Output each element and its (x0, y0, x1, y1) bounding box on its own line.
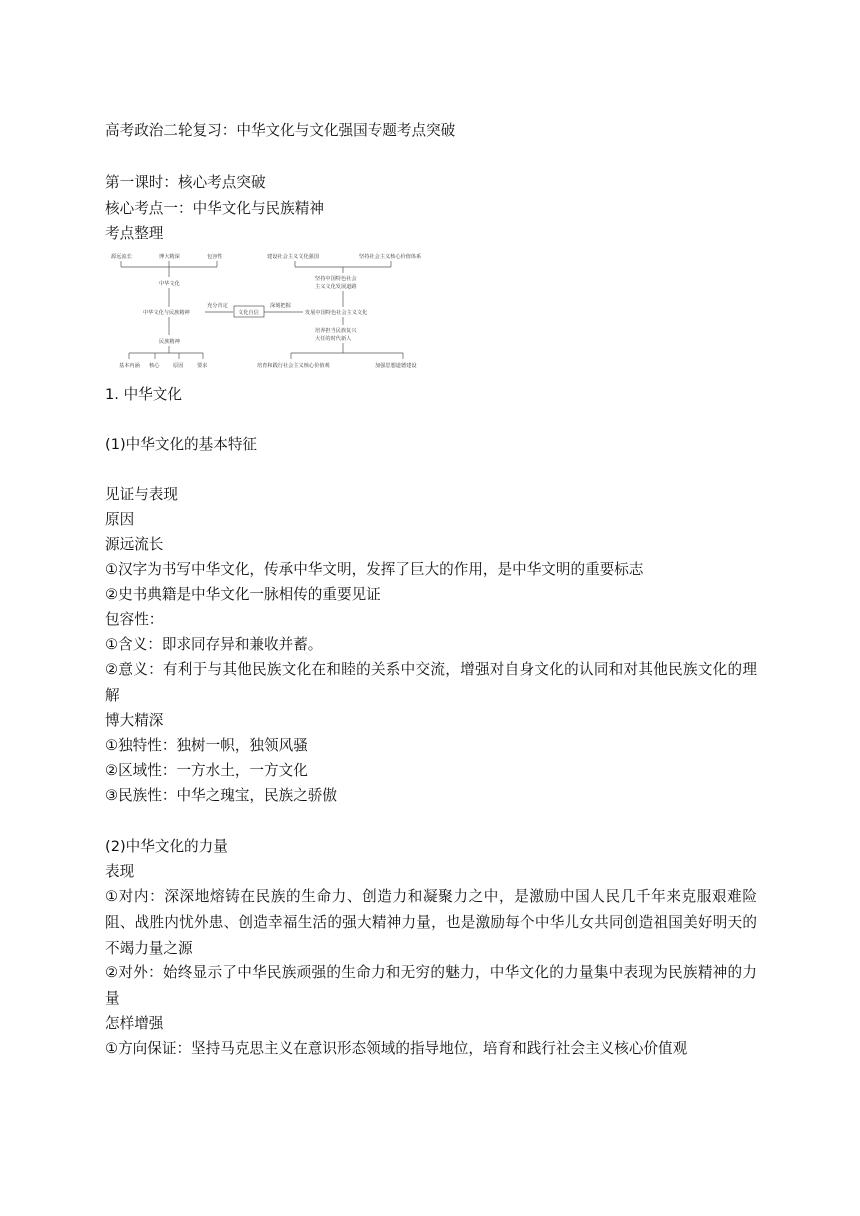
diagram-path-b: 主义文化发展道路 (315, 284, 357, 290)
inclusive-item-1: ①含义：即求同存异和兼收并蓄。 (105, 636, 323, 653)
broad-item-3: ③民族性：中华之瑰宝，民族之骄傲 (105, 787, 337, 804)
core-point-heading: 核心考点一：中华文化与民族精神 (105, 200, 324, 217)
diagram-bottom-right-0: 培育和践行社会主义核心价值观 (257, 363, 330, 369)
diagram-spirit-item-0: 基本内涵 (119, 363, 140, 369)
diagram-develop: 发展中国特色社会主义文化 (305, 310, 368, 316)
diagram-top-left-1: 博大精深 (159, 254, 180, 260)
broad-item-1: ①独特性：独树一帜，独领风骚 (105, 737, 308, 754)
reason-heading: 原因 (105, 511, 135, 528)
diagram-top-left-0: 源远流长 (111, 254, 132, 260)
diagram-spirit-item-3: 要求 (197, 363, 208, 369)
diagram-spirit: 民族精神 (159, 339, 180, 345)
arrangement-heading: 考点整理 (105, 225, 164, 242)
evidence-heading: 见证与表现 (105, 486, 178, 503)
diagram-train-b: 大任的时代新人 (315, 336, 352, 342)
diagram-spirit-item-2: 原因 (173, 363, 184, 369)
section-1-1-heading: (1)中华文化的基本特征 (105, 436, 258, 453)
how-item-1: ①方向保证：坚持马克思主义在意识形态领域的指导地位，培育和践行社会主义核心价值观 (105, 1040, 688, 1057)
broad-item-2: ②区域性：一方水土，一方文化 (105, 762, 308, 779)
doc-title: 高考政治二轮复习：中华文化与文化强国专题考点突破 (105, 122, 456, 139)
long-history-item-2: ②史书典籍是中华文化一脉相传的重要见证 (105, 586, 381, 603)
long-history-heading: 源远流长 (105, 536, 164, 553)
inclusive-heading: 包容性： (105, 611, 164, 628)
lesson-heading: 第一课时：核心考点突破 (105, 174, 266, 191)
section-1-2-heading: (2)中华文化的力量 (105, 838, 228, 855)
diagram-spirit-item-1: 核心 (149, 363, 160, 369)
section-1-heading: 1. 中华文化 (105, 386, 182, 403)
diagram-deep-root: 深刻把握 (270, 303, 291, 309)
inclusive-item-2: ②意义：有利于与其他民族文化在和睦的关系中交流，增强对自身文化的认同和对其他民族文化的理解 (105, 661, 757, 704)
diagram-confidence: 文化自信 (238, 310, 259, 316)
diagram-top-left-2: 包容性 (207, 254, 223, 260)
show-heading: 表现 (105, 863, 135, 880)
diagram-top-right-0: 建设社会主义文化强国 (267, 254, 319, 260)
show-item-2: ②对外：始终显示了中华民族顽强的生命力和无穷的魅力，中华文化的力量集中表现为民族精神的力量 (105, 964, 757, 1007)
concept-diagram (107, 247, 443, 373)
diagram-culture-spirit: 中华文化与民族精神 (143, 310, 190, 316)
long-history-item-1: ①汉字为书写中华文化，传承中华文明，发挥了巨大的作用，是中华文明的重要标志 (105, 561, 644, 578)
diagram-path-a: 坚持中国特色社会 (315, 276, 357, 282)
diagram-full-confidence: 充分肯定 (207, 303, 228, 309)
diagram-train-a: 培养担当民族复兴 (315, 328, 357, 334)
how-heading: 怎样增强 (105, 1015, 164, 1032)
diagram-zhonghua: 中华文化 (159, 281, 180, 287)
diagram-bottom-right-1: 加强思想道德建设 (375, 363, 417, 369)
show-item-1: ①对内：深深地熔铸在民族的生命力、创造力和凝聚力之中，是激励中国人民几千年来克服艰难险阻、战胜内忧外患、创造幸福生活的强大精神力量，也是激励每个中华儿女共同创造祖国美好明天的不竭力量之源 (105, 888, 757, 957)
broad-heading: 博大精深 (105, 712, 164, 729)
diagram-top-right-1: 坚持社会主义核心价值体系 (359, 254, 422, 260)
